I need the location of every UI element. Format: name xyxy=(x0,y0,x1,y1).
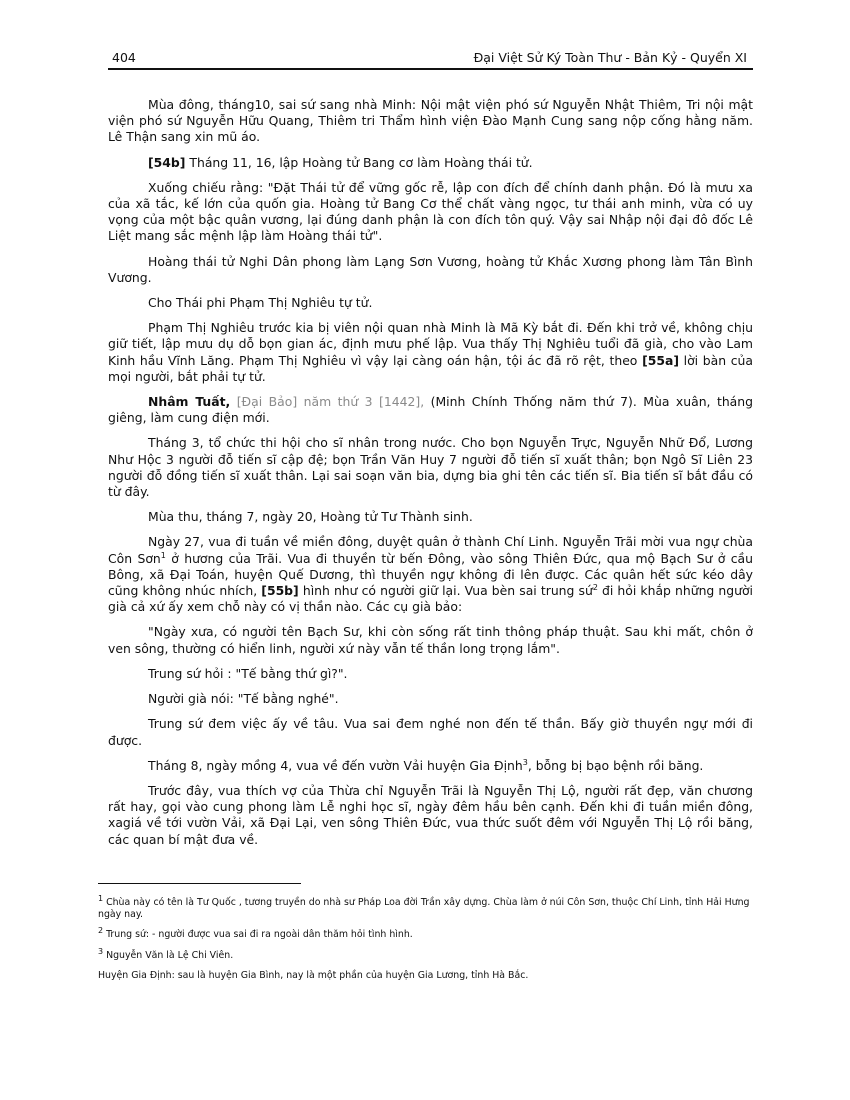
page-header xyxy=(108,50,753,70)
paragraph: Hoàng thái tử Nghi Dân phong làm Lạng Sơn Vương, hoàng tử Khắc Xương phong làm Tân Bình Vương. xyxy=(108,253,753,285)
paragraph: Trung sứ hỏi : "Tế bằng thứ gì?". xyxy=(148,665,348,681)
paragraph: Ngày 27, vua đi tuần về miền đông, duyệt quân ở thành Chí Linh. Nguyễn Trãi mời vua ngự chùa Côn Sơn$^1$ ở hương của Trãi. Vua đi thuyền từ bến Đông, vào sông Thiên Đức, qua mộ Bạch Sư ở cầu Bông, xã Đại Toán, huyện Quế Dương, thì thuyền ngự không đi lên được. Các quân hết sức kéo dây cũng không nhúc nhích, [55b] hình như có người giữ lại. Vua bèn sai trung sứ$^2$ đi hỏi khắp những người già cả xứ ấy xem chỗ này có vị thần nào. Các cụ già bảo: xyxy=(108,534,754,615)
paragraph: [54b] Tháng 11, 16, lập Hoàng tử Bang cơ làm Hoàng thái tử. xyxy=(148,154,533,170)
paragraph: Mùa thu, tháng 7, ngày 20, Hoàng tử Tư Thành sinh. xyxy=(148,509,473,525)
footnote: Huyện Gia Định: sau là huyện Gia Bình, nay là một phần của huyện Gia Lương, tỉnh Hà Bắc. xyxy=(98,969,529,981)
footnote: $^3$ Nguyễn Văn là Lệ Chi Viên. xyxy=(98,946,234,961)
paragraph: Người già nói: "Tế bằng nghé". xyxy=(148,691,339,707)
footnote-rule xyxy=(98,883,301,884)
running-title: Đại Việt Sử Ký Toàn Thư - Bản Kỷ - Quyển XI xyxy=(473,50,747,65)
paragraph: Trung sứ đem việc ấy về tâu. Vua sai đem nghé non đến tế thần. Bấy giờ thuyền ngự mới đi được. xyxy=(108,716,753,748)
footnote-ref[interactable]: 1 xyxy=(160,550,166,560)
footnote-ref[interactable]: 3 xyxy=(522,757,528,767)
folio-marker: [55a] xyxy=(642,352,679,368)
paragraph: Tháng 8, ngày mồng 4, vua về đến vườn Vải huyện Gia Định$^3$, bỗng bị bạo bệnh rồi băng. xyxy=(148,757,704,773)
folio-marker: [54b] xyxy=(148,154,186,170)
footnote-number: 2 xyxy=(98,926,104,936)
paragraph: "Ngày xưa, có người tên Bạch Sư, khi còn sống rất tinh thông pháp thuật. Sau khi mất, chôn ở ven sông, thường có hiển linh, người xứ này vẫn tế thần long trọng lắm". xyxy=(108,624,753,656)
footnote-ref[interactable]: 2 xyxy=(592,582,598,592)
header-rule xyxy=(108,68,753,70)
era-annotation: [Đại Bảo] năm thứ 3 [1442], xyxy=(230,394,425,410)
footnotes xyxy=(98,893,753,990)
paragraph: Phạm Thị Nghiêu trước kia bị viên nội quan nhà Minh là Mã Kỳ bắt đi. Đến khi trở về, không chịu giữ tiết, lập mưu dụ dỗ bọn gian ác, định mưu phế lập. Vua thấy Thị Nghiêu tuổi đã già, cho vào Lam Kinh hầu Vĩnh Lăng. Phạm Thị Nghiêu vì vậy lại càng oán hận, tội ác đã rõ rệt, theo [55a] lời bàn của mọi người, bắt phải tự tử. xyxy=(108,320,754,384)
footnote: $^2$ Trung sứ: - người được vua sai đi ra ngoài dân thăm hỏi tình hình. xyxy=(98,926,413,941)
paragraph: Trước đây, vua thích vợ của Thừa chỉ Nguyễn Trãi là Nguyễn Thị Lộ, người rất đẹp, văn chương rất hay, gọi vào cung phong làm Lễ nghi học sĩ, ngày đêm hầu bên cạnh. Đến khi đi tuần miền đông, xagiá về tới vườn Vải, xã Đại Lại, ven sông Thiên Đức, vua thức suốt đêm với Nguyễn Thị Lộ rồi băng, các quan bí mật đưa về. xyxy=(108,782,753,847)
folio-marker: [55b] xyxy=(261,583,299,599)
paragraph: Nhâm Tuất, [Đại Bảo] năm thứ 3 [1442], (Minh Chính Thống năm thứ 7). Mùa xuân, tháng giêng, làm cung điện mới. xyxy=(108,394,753,426)
paragraph: Xuống chiếu rằng: "Đặt Thái tử để vững gốc rễ, lập con đích để chính danh phận. Đó là mưu xa của xã tắc, kế lớn của quốn gia. Hoàng tử Bang Cơ thể chất vàng ngọc, tư thái anh minh, vừa có uy vọng của một bậc quân vương, lại đúng danh phận là con đích tôn quý. Vậy sai Nhập nội đại đô đốc Lê Liệt mang sắc mệnh lập làm Hoàng thái tử". xyxy=(108,179,753,244)
page-number: 404 xyxy=(112,50,136,65)
paragraph: Tháng 3, tổ chức thi hội cho sĩ nhân trong nước. Cho bọn Nguyễn Trực, Nguyễn Nhữ Đổ, Lương Như Hộc 3 người đỗ tiến sĩ cập đệ; bọn Trần Văn Huy 7 người đỗ tiến sĩ xuất thân; bọn Ngô Sĩ Liên 23 người đỗ đồng tiến sĩ xuất thân. Lại sai soạn văn bia, dựng bia ghi tên các tiến sĩ. Bia tiến sĩ bắt đầu có từ đây. xyxy=(108,435,753,500)
footnote: $^1$ Chùa này có tên là Tư Quốc , tương truyền do nhà sư Pháp Loa đời Trần xây dựng. Chùa làm ở núi Côn Sơn, thuộc Chí Linh, tỉnh Hải Hưng ngày nay. xyxy=(98,893,750,921)
year-heading: Nhâm Tuất, xyxy=(148,394,231,410)
footnote-number: 3 xyxy=(98,946,104,956)
footnote-number: 1 xyxy=(98,893,104,903)
main-text xyxy=(108,97,753,857)
paragraph: Mùa đông, tháng10, sai sứ sang nhà Minh: Nội mật viện phó sứ Nguyễn Nhật Thiêm, Tri nội mật viện phó sứ Nguyễn Hữu Quang, Thiêm tri Thẩm hình viện Đào Mạnh Cung sang nộp cống hằng năm. Lê Thận sang xin mũ áo. xyxy=(108,97,753,145)
paragraph: Cho Thái phi Phạm Thị Nghiêu tự tử. xyxy=(148,295,373,311)
